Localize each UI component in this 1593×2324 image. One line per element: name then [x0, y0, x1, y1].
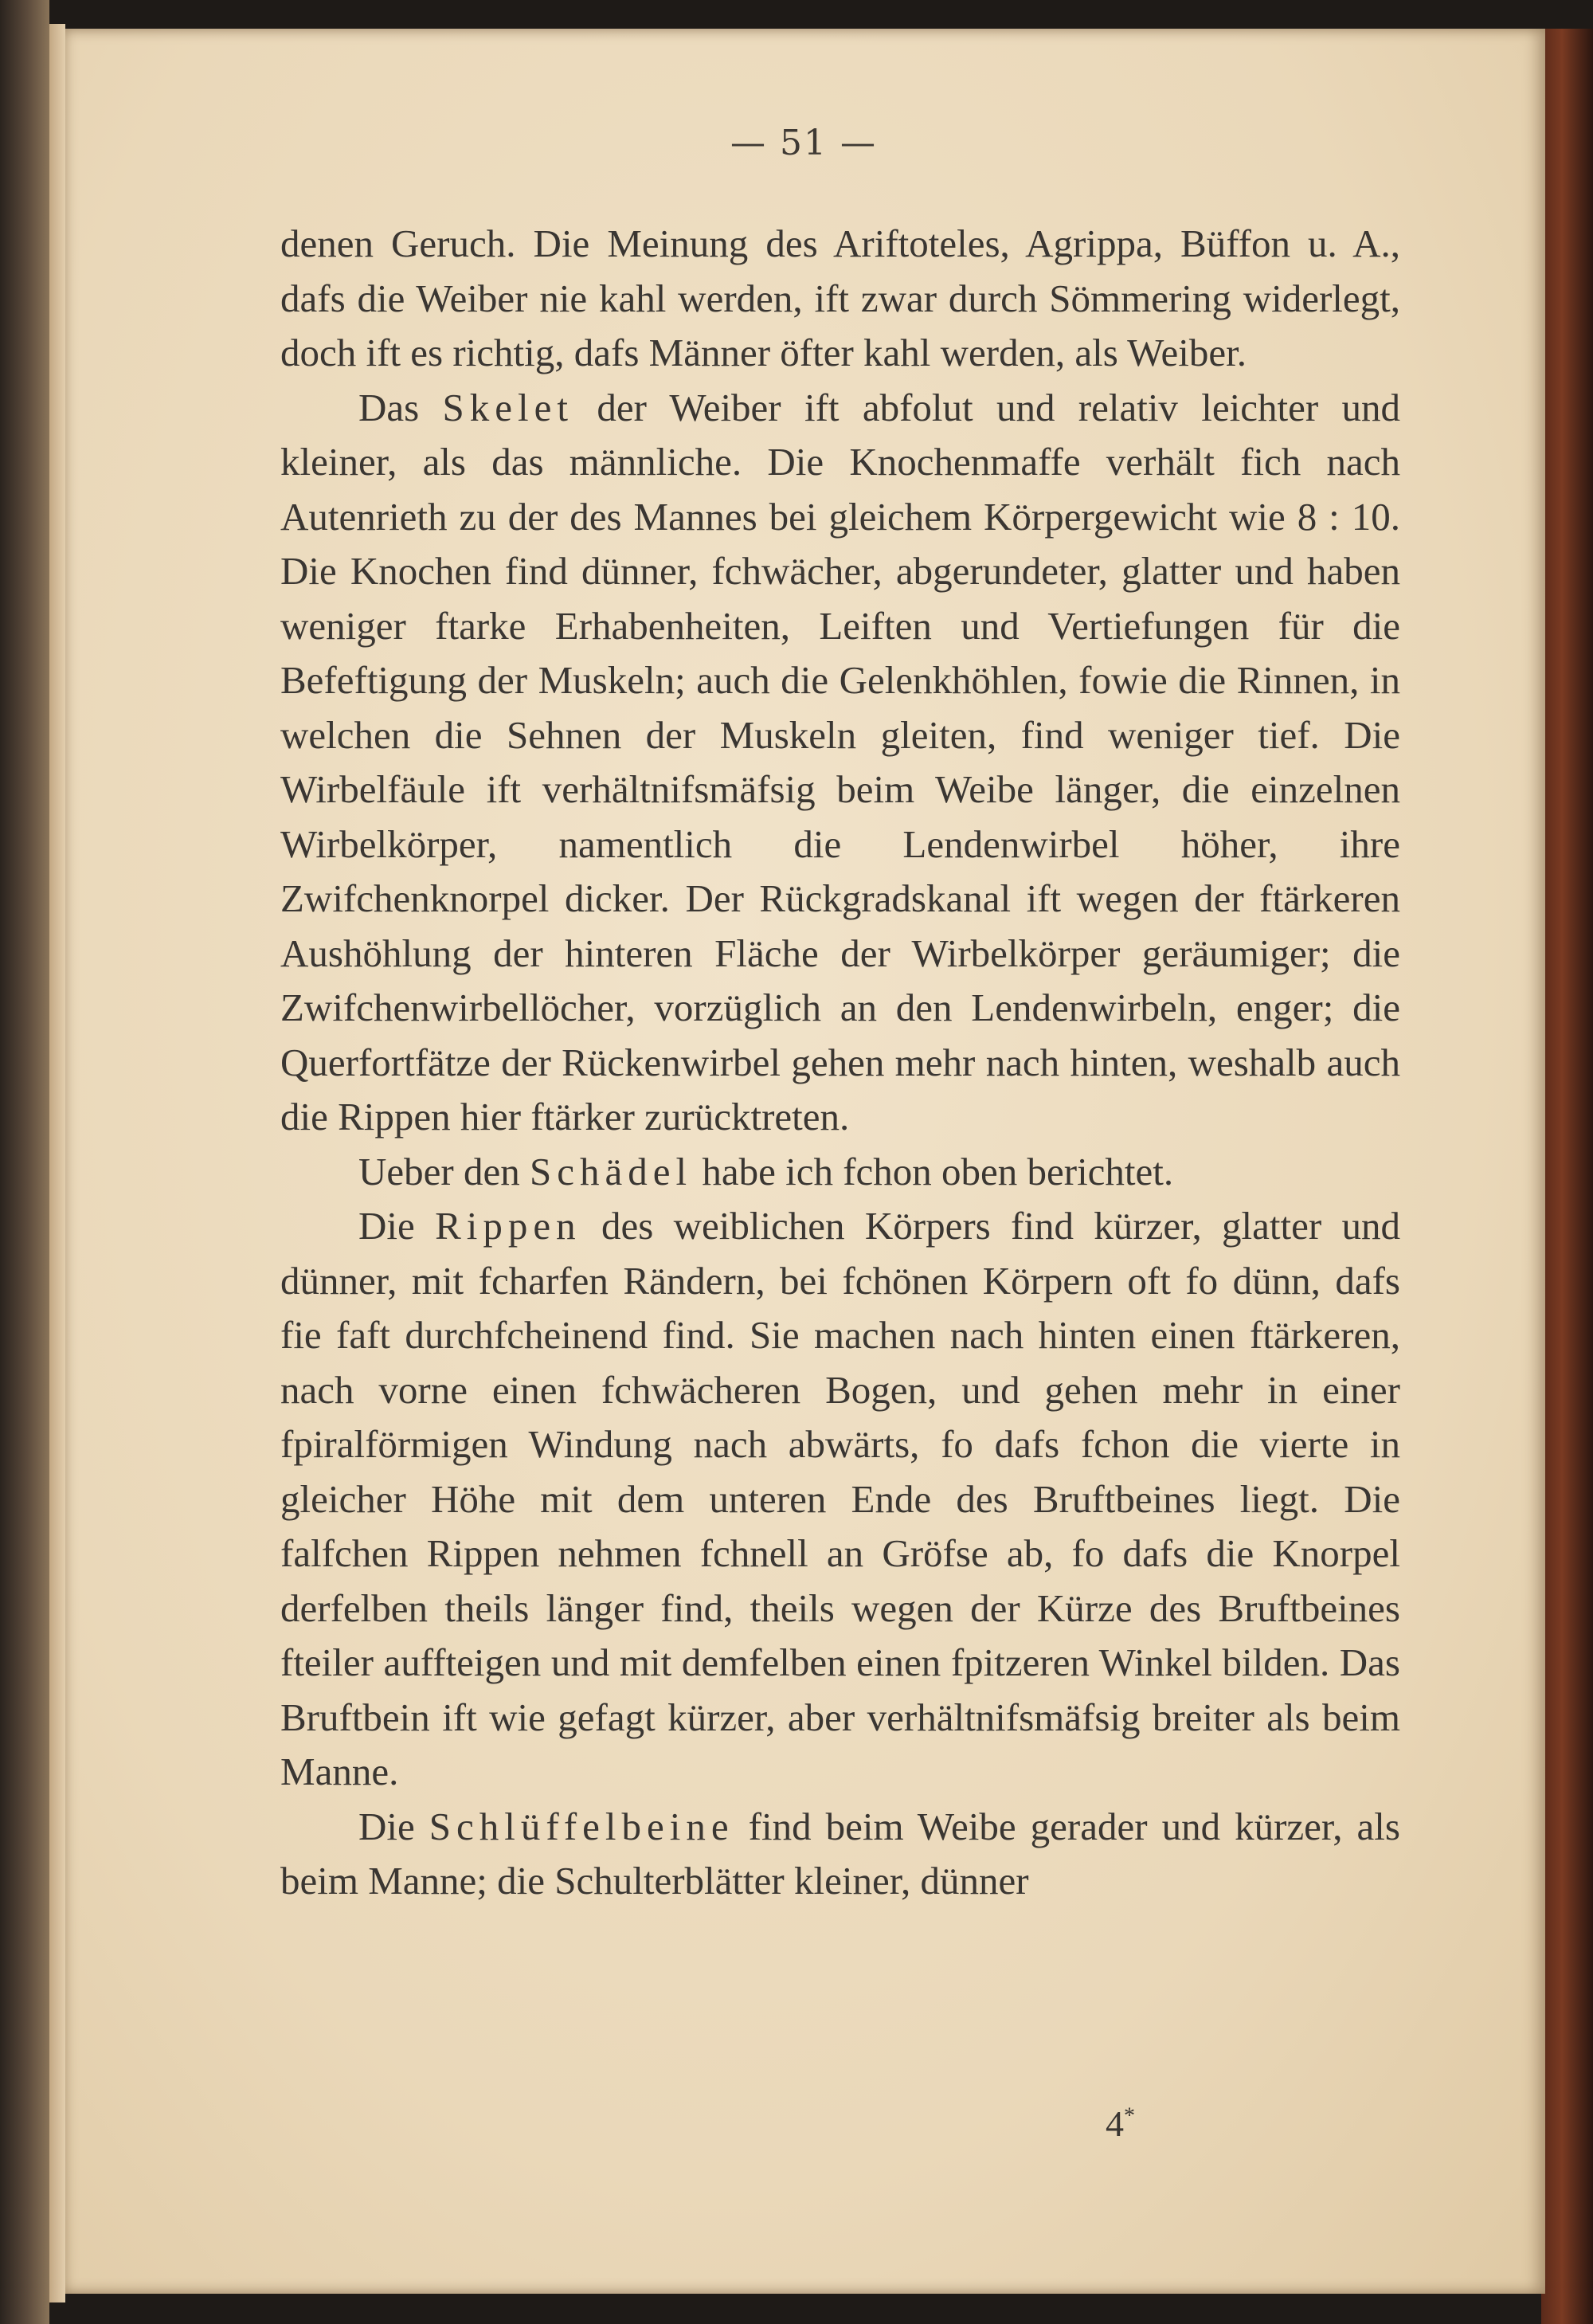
paragraph-5: Die Schlüffelbeine find beim Weibe gerader und kürzer, als beim Manne; die Schulterblätter kleiner, dünner: [280, 1804, 1400, 1903]
paragraph-4: Die Rippen des weiblichen Körpers find kürzer, glatter und dünner, mit fcharfen Rändern, bei fchönen Körpern oft fo dünn, dafs fie faft durchfcheinend find. Sie machen nach hinten einen ftärkeren, nach vorne einen fchwächeren Bogen, und gehen mehr in einer fpiralförmigen Windung nach abwärts, fo dafs fchon die vierte in gleicher Höhe mit dem unteren Ende des Bruftbeines liegt. Die falfchen Rippen nehmen fchnell an Gröfse ab, fo dafs die Knorpel derfelben theils länger find, theils wegen der Kürze des Bruftbeines fteiler auffteigen und mit demfelben einen fpitzeren Winkel bilden. Das Bruftbein ift wie gefagt kürzer, aber verhältnifsmäfsig breiter als beim Manne.: [280, 1204, 1401, 1793]
book-spine: [0, 0, 49, 2324]
spaced-term-rippen: Rippen: [435, 1204, 581, 1248]
spaced-term-schluesselbeine: Schlüffelbeine: [429, 1804, 734, 1848]
spaced-term-schaedel: Schädel: [529, 1149, 693, 1193]
spaced-term-skelet: Skelet: [442, 385, 574, 429]
page-number-header: — 51 —: [730, 123, 877, 163]
signature-mark: 4*: [1106, 2103, 1135, 2144]
paragraph-3: Ueber den Schädel habe ich fchon oben berichtet.: [358, 1149, 1174, 1193]
body-text: [280, 217, 1400, 1909]
paragraph-2: Das Skelet der Weiber ift abfolut und relativ leichter und kleiner, als das männliche. Die Knochenmaffe verhält fich nach Autenrieth zu der des Mannes bei gleichem Körpergewicht wie 8 : 10. Die Knochen find dünner, fchwächer, abgerundeter, glatter und haben weniger ftarke Erhabenheiten, Leiften und Vertiefungen für die Befeftigung der Muskeln; auch die Gelenkhöhlen, fowie die Rinnen, in welchen die Sehnen der Muskeln gleiten, find weniger tief. Die Wirbelfäule ift verhältnifsmäfsig beim Weibe länger, die einzelnen Wirbelkörper, namentlich die Lendenwirbel höher, ihre Zwifchenknorpel dicker. Der Rückgradskanal ift wegen der ftärkeren Aushöhlung der hinteren Fläche der Wirbelkörper geräumiger; die Zwifchenwirbellöcher, vorzüglich an den Lendenwirbeln, enger; die Querfortfätze der Rückenwirbel gehen mehr nach hinten, weshalb auch die Rippen hier ftärker zurücktreten.: [280, 385, 1400, 1138]
book-page: [62, 29, 1545, 2294]
paragraph-1: denen Geruch. Die Meinung des Ariftoteles, Agrippa, Büffon u. A., dafs die Weiber nie kahl werden, ift zwar durch Sömmering widerlegt, doch ift es richtig, dafs Männer öfter kahl werden, als Weiber.: [280, 221, 1400, 374]
page-gutter: [49, 24, 65, 2302]
book-cover-edge: [1541, 29, 1593, 2324]
